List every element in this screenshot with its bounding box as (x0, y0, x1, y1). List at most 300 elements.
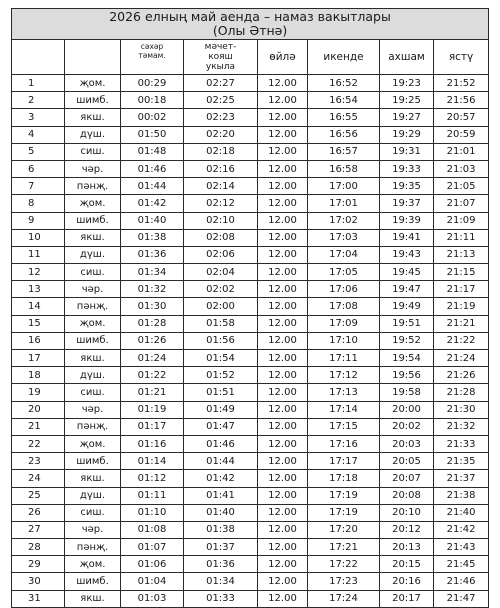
table-row (12, 195, 489, 212)
ikende-time-cell: 17:11 (308, 350, 380, 367)
yastu-time-cell: 21:13 (434, 246, 489, 263)
ahsham-time-cell: 20:07 (380, 470, 434, 487)
header-sahar (121, 40, 184, 75)
table-row (12, 453, 489, 470)
yastu-time-cell: 21:22 (434, 332, 489, 349)
day-number-cell: 5 (12, 143, 65, 160)
day-number-cell: 16 (12, 332, 65, 349)
day-number-cell: 18 (12, 367, 65, 384)
day-number-cell: 14 (12, 298, 65, 315)
day-number-cell: 27 (12, 521, 65, 538)
day-number-cell: 13 (12, 281, 65, 298)
weekday-cell: дүш. (65, 367, 121, 384)
sahar-time-cell: 00:29 (121, 75, 184, 92)
weekday-cell: пәнҗ. (65, 418, 121, 435)
yastu-time-cell: 21:38 (434, 487, 489, 504)
sahar-time-cell: 01:06 (121, 556, 184, 573)
oila-time-cell: 12.00 (258, 556, 308, 573)
sahar-time-cell: 00:18 (121, 92, 184, 109)
table-row (12, 435, 489, 452)
oila-time-cell: 12.00 (258, 418, 308, 435)
ikende-time-cell: 17:22 (308, 556, 380, 573)
table-row (12, 590, 489, 607)
day-number-cell: 23 (12, 453, 65, 470)
oila-time-cell: 12.00 (258, 92, 308, 109)
sahar-time-cell: 01:07 (121, 539, 184, 556)
sunrise-time-cell: 02:20 (184, 126, 258, 143)
table-title (12, 9, 489, 40)
yastu-time-cell: 21:17 (434, 281, 489, 298)
day-number-cell: 20 (12, 401, 65, 418)
ahsham-time-cell: 19:51 (380, 315, 434, 332)
weekday-cell: шимб. (65, 573, 121, 590)
day-number-cell: 7 (12, 178, 65, 195)
sahar-time-cell: 01:46 (121, 160, 184, 177)
oila-time-cell: 12.00 (258, 229, 308, 246)
ikende-time-cell: 17:23 (308, 573, 380, 590)
ikende-time-cell: 17:00 (308, 178, 380, 195)
ikende-time-cell: 17:06 (308, 281, 380, 298)
sunrise-time-cell: 02:02 (184, 281, 258, 298)
ahsham-time-cell: 20:15 (380, 556, 434, 573)
ahsham-time-cell: 20:10 (380, 504, 434, 521)
oila-time-cell: 12.00 (258, 160, 308, 177)
table-row (12, 573, 489, 590)
sahar-time-cell: 01:22 (121, 367, 184, 384)
oila-time-cell: 12.00 (258, 75, 308, 92)
oila-time-cell: 12.00 (258, 195, 308, 212)
sahar-time-cell: 00:02 (121, 109, 184, 126)
table-row (12, 315, 489, 332)
ahsham-time-cell: 19:49 (380, 298, 434, 315)
weekday-cell: җом. (65, 195, 121, 212)
table-row (12, 556, 489, 573)
sahar-time-cell: 01:34 (121, 264, 184, 281)
ikende-time-cell: 17:14 (308, 401, 380, 418)
day-number-cell: 17 (12, 350, 65, 367)
day-number-cell: 15 (12, 315, 65, 332)
ikende-time-cell: 17:04 (308, 246, 380, 263)
table-row (12, 92, 489, 109)
header-sunrise-line-1: мәчет- (204, 42, 237, 52)
ahsham-time-cell: 19:27 (380, 109, 434, 126)
day-number-cell: 11 (12, 246, 65, 263)
oila-time-cell: 12.00 (258, 367, 308, 384)
header-sahar-line-2: тәмам. (138, 51, 166, 60)
weekday-cell: чәр. (65, 160, 121, 177)
oila-time-cell: 12.00 (258, 435, 308, 452)
weekday-cell: сиш. (65, 504, 121, 521)
sahar-time-cell: 01:30 (121, 298, 184, 315)
day-number-cell: 29 (12, 556, 65, 573)
yastu-time-cell: 21:26 (434, 367, 489, 384)
ahsham-time-cell: 19:31 (380, 143, 434, 160)
ahsham-time-cell: 19:43 (380, 246, 434, 263)
weekday-cell: якш. (65, 350, 121, 367)
weekday-cell: җом. (65, 75, 121, 92)
oila-time-cell: 12.00 (258, 212, 308, 229)
oila-time-cell: 12.00 (258, 590, 308, 607)
header-row (12, 40, 489, 75)
oila-time-cell: 12.00 (258, 298, 308, 315)
ahsham-time-cell: 20:02 (380, 418, 434, 435)
day-number-cell: 4 (12, 126, 65, 143)
ahsham-time-cell: 19:35 (380, 178, 434, 195)
ahsham-time-cell: 20:05 (380, 453, 434, 470)
day-number-cell: 25 (12, 487, 65, 504)
oila-time-cell: 12.00 (258, 521, 308, 538)
sunrise-time-cell: 02:06 (184, 246, 258, 263)
yastu-time-cell: 21:52 (434, 75, 489, 92)
ikende-time-cell: 17:24 (308, 590, 380, 607)
ikende-time-cell: 17:19 (308, 504, 380, 521)
sahar-time-cell: 01:04 (121, 573, 184, 590)
day-number-cell: 28 (12, 539, 65, 556)
yastu-time-cell: 20:59 (434, 126, 489, 143)
yastu-time-cell: 21:37 (434, 470, 489, 487)
ahsham-time-cell: 20:08 (380, 487, 434, 504)
ikende-time-cell: 17:12 (308, 367, 380, 384)
sahar-time-cell: 01:50 (121, 126, 184, 143)
table-row (12, 401, 489, 418)
table-row (12, 470, 489, 487)
ahsham-time-cell: 19:56 (380, 367, 434, 384)
ikende-time-cell: 17:08 (308, 298, 380, 315)
ikende-time-cell: 16:54 (308, 92, 380, 109)
yastu-time-cell: 20:57 (434, 109, 489, 126)
ikende-time-cell: 17:01 (308, 195, 380, 212)
ikende-time-cell: 17:21 (308, 539, 380, 556)
yastu-time-cell: 21:33 (434, 435, 489, 452)
sunrise-time-cell: 02:10 (184, 212, 258, 229)
day-number-cell: 10 (12, 229, 65, 246)
ikende-time-cell: 16:58 (308, 160, 380, 177)
sahar-time-cell: 01:14 (121, 453, 184, 470)
ikende-time-cell: 17:15 (308, 418, 380, 435)
sunrise-time-cell: 02:16 (184, 160, 258, 177)
weekday-cell: чәр. (65, 521, 121, 538)
oila-time-cell: 12.00 (258, 350, 308, 367)
ikende-time-cell: 17:09 (308, 315, 380, 332)
oila-time-cell: 12.00 (258, 470, 308, 487)
weekday-cell: чәр. (65, 401, 121, 418)
sahar-time-cell: 01:03 (121, 590, 184, 607)
header-yastu: ястү (434, 40, 489, 75)
ikende-time-cell: 17:20 (308, 521, 380, 538)
ikende-time-cell: 17:17 (308, 453, 380, 470)
ikende-time-cell: 17:16 (308, 435, 380, 452)
table-row (12, 384, 489, 401)
sahar-time-cell: 01:48 (121, 143, 184, 160)
header-ahsham: ахшам (380, 40, 434, 75)
table-row (12, 75, 489, 92)
table-row (12, 212, 489, 229)
sahar-time-cell: 01:44 (121, 178, 184, 195)
sahar-time-cell: 01:12 (121, 470, 184, 487)
oila-time-cell: 12.00 (258, 573, 308, 590)
weekday-cell: шимб. (65, 92, 121, 109)
ikende-time-cell: 17:03 (308, 229, 380, 246)
oila-time-cell: 12.00 (258, 504, 308, 521)
header-weekday (65, 40, 121, 75)
sahar-time-cell: 01:17 (121, 418, 184, 435)
yastu-time-cell: 21:05 (434, 178, 489, 195)
table-row (12, 126, 489, 143)
ahsham-time-cell: 19:54 (380, 350, 434, 367)
sunrise-time-cell: 01:47 (184, 418, 258, 435)
oila-time-cell: 12.00 (258, 332, 308, 349)
oila-time-cell: 12.00 (258, 487, 308, 504)
header-sahar-line-1: сәхәр (140, 42, 164, 51)
oila-time-cell: 12.00 (258, 178, 308, 195)
header-sunrise-line-2: кояш (208, 52, 233, 62)
weekday-cell: сиш. (65, 143, 121, 160)
header-sunrise (184, 40, 258, 75)
sunrise-time-cell: 01:51 (184, 384, 258, 401)
sunrise-time-cell: 02:00 (184, 298, 258, 315)
header-number (12, 40, 65, 75)
ikende-time-cell: 17:19 (308, 487, 380, 504)
yastu-time-cell: 21:42 (434, 521, 489, 538)
day-number-cell: 6 (12, 160, 65, 177)
title-line-2: (Олы Әтнә) (212, 23, 288, 38)
yastu-time-cell: 21:40 (434, 504, 489, 521)
sahar-time-cell: 01:28 (121, 315, 184, 332)
ahsham-time-cell: 19:23 (380, 75, 434, 92)
header-ikende: икенде (308, 40, 380, 75)
yastu-time-cell: 21:46 (434, 573, 489, 590)
ahsham-time-cell: 20:03 (380, 435, 434, 452)
table-row (12, 367, 489, 384)
table-row (12, 109, 489, 126)
sunrise-time-cell: 02:04 (184, 264, 258, 281)
table-row (12, 246, 489, 263)
sahar-time-cell: 01:42 (121, 195, 184, 212)
sahar-time-cell: 01:32 (121, 281, 184, 298)
day-number-cell: 8 (12, 195, 65, 212)
yastu-time-cell: 21:01 (434, 143, 489, 160)
yastu-time-cell: 21:11 (434, 229, 489, 246)
table-row (12, 504, 489, 521)
weekday-cell: шимб. (65, 332, 121, 349)
yastu-time-cell: 21:15 (434, 264, 489, 281)
table-row (12, 332, 489, 349)
table-row (12, 264, 489, 281)
yastu-time-cell: 21:45 (434, 556, 489, 573)
weekday-cell: дүш. (65, 246, 121, 263)
sunrise-time-cell: 01:41 (184, 487, 258, 504)
weekday-cell: сиш. (65, 384, 121, 401)
ikende-time-cell: 16:55 (308, 109, 380, 126)
prayer-times-document (11, 8, 488, 605)
table-row (12, 487, 489, 504)
ahsham-time-cell: 19:52 (380, 332, 434, 349)
ahsham-time-cell: 19:45 (380, 264, 434, 281)
table-row (12, 143, 489, 160)
sahar-time-cell: 01:11 (121, 487, 184, 504)
ahsham-time-cell: 20:16 (380, 573, 434, 590)
sunrise-time-cell: 01:44 (184, 453, 258, 470)
yastu-time-cell: 21:28 (434, 384, 489, 401)
ahsham-time-cell: 20:12 (380, 521, 434, 538)
sunrise-time-cell: 01:52 (184, 367, 258, 384)
ahsham-time-cell: 20:00 (380, 401, 434, 418)
sunrise-time-cell: 01:38 (184, 521, 258, 538)
header-oila: өйлә (258, 40, 308, 75)
ikende-time-cell: 17:02 (308, 212, 380, 229)
sunrise-time-cell: 01:34 (184, 573, 258, 590)
day-number-cell: 24 (12, 470, 65, 487)
title-row (12, 9, 489, 40)
day-number-cell: 22 (12, 435, 65, 452)
ahsham-time-cell: 19:25 (380, 92, 434, 109)
table-row (12, 178, 489, 195)
weekday-cell: дүш. (65, 487, 121, 504)
sunrise-time-cell: 01:56 (184, 332, 258, 349)
sahar-time-cell: 01:21 (121, 384, 184, 401)
header-sunrise-line-3: укыла (205, 62, 236, 72)
weekday-cell: якш. (65, 470, 121, 487)
yastu-time-cell: 21:56 (434, 92, 489, 109)
sunrise-time-cell: 01:40 (184, 504, 258, 521)
yastu-time-cell: 21:24 (434, 350, 489, 367)
weekday-cell: пәнҗ. (65, 539, 121, 556)
yastu-time-cell: 21:35 (434, 453, 489, 470)
weekday-cell: җом. (65, 556, 121, 573)
weekday-cell: җом. (65, 315, 121, 332)
sahar-time-cell: 01:19 (121, 401, 184, 418)
table-row (12, 298, 489, 315)
yastu-time-cell: 21:30 (434, 401, 489, 418)
sunrise-time-cell: 01:46 (184, 435, 258, 452)
sunrise-time-cell: 02:25 (184, 92, 258, 109)
day-number-cell: 19 (12, 384, 65, 401)
ikende-time-cell: 17:13 (308, 384, 380, 401)
ahsham-time-cell: 19:58 (380, 384, 434, 401)
table-row (12, 521, 489, 538)
ikende-time-cell: 16:56 (308, 126, 380, 143)
oila-time-cell: 12.00 (258, 143, 308, 160)
weekday-cell: шимб. (65, 453, 121, 470)
day-number-cell: 26 (12, 504, 65, 521)
weekday-cell: пәнҗ. (65, 178, 121, 195)
ahsham-time-cell: 20:17 (380, 590, 434, 607)
sunrise-time-cell: 01:33 (184, 590, 258, 607)
yastu-time-cell: 21:09 (434, 212, 489, 229)
table-row (12, 418, 489, 435)
weekday-cell: якш. (65, 590, 121, 607)
sahar-time-cell: 01:24 (121, 350, 184, 367)
sunrise-time-cell: 02:23 (184, 109, 258, 126)
table-row (12, 281, 489, 298)
sahar-time-cell: 01:38 (121, 229, 184, 246)
table-body (12, 75, 489, 608)
ikende-time-cell: 17:05 (308, 264, 380, 281)
sunrise-time-cell: 01:42 (184, 470, 258, 487)
ahsham-time-cell: 20:13 (380, 539, 434, 556)
ikende-time-cell: 17:18 (308, 470, 380, 487)
day-number-cell: 9 (12, 212, 65, 229)
table-row (12, 229, 489, 246)
weekday-cell: пәнҗ. (65, 298, 121, 315)
sahar-time-cell: 01:08 (121, 521, 184, 538)
title-line-1: 2026 елның май аенда – намаз вакытлары (109, 9, 391, 24)
day-number-cell: 1 (12, 75, 65, 92)
prayer-times-table (11, 8, 489, 608)
day-number-cell: 30 (12, 573, 65, 590)
sunrise-time-cell: 02:27 (184, 75, 258, 92)
weekday-cell: дүш. (65, 126, 121, 143)
ahsham-time-cell: 19:37 (380, 195, 434, 212)
sunrise-time-cell: 02:08 (184, 229, 258, 246)
yastu-time-cell: 21:03 (434, 160, 489, 177)
ahsham-time-cell: 19:29 (380, 126, 434, 143)
weekday-cell: якш. (65, 229, 121, 246)
yastu-time-cell: 21:47 (434, 590, 489, 607)
day-number-cell: 31 (12, 590, 65, 607)
oila-time-cell: 12.00 (258, 539, 308, 556)
weekday-cell: чәр. (65, 281, 121, 298)
oila-time-cell: 12.00 (258, 401, 308, 418)
oila-time-cell: 12.00 (258, 126, 308, 143)
yastu-time-cell: 21:21 (434, 315, 489, 332)
ahsham-time-cell: 19:41 (380, 229, 434, 246)
table-row (12, 539, 489, 556)
oila-time-cell: 12.00 (258, 453, 308, 470)
ahsham-time-cell: 19:39 (380, 212, 434, 229)
sunrise-time-cell: 02:14 (184, 178, 258, 195)
day-number-cell: 12 (12, 264, 65, 281)
yastu-time-cell: 21:43 (434, 539, 489, 556)
sunrise-time-cell: 01:58 (184, 315, 258, 332)
oila-time-cell: 12.00 (258, 315, 308, 332)
weekday-cell: сиш. (65, 264, 121, 281)
sahar-time-cell: 01:36 (121, 246, 184, 263)
sunrise-time-cell: 02:18 (184, 143, 258, 160)
yastu-time-cell: 21:19 (434, 298, 489, 315)
oila-time-cell: 12.00 (258, 281, 308, 298)
day-number-cell: 21 (12, 418, 65, 435)
sahar-time-cell: 01:40 (121, 212, 184, 229)
sahar-time-cell: 01:16 (121, 435, 184, 452)
ahsham-time-cell: 19:47 (380, 281, 434, 298)
oila-time-cell: 12.00 (258, 109, 308, 126)
oila-time-cell: 12.00 (258, 264, 308, 281)
ikende-time-cell: 16:52 (308, 75, 380, 92)
oila-time-cell: 12.00 (258, 246, 308, 263)
oila-time-cell: 12.00 (258, 384, 308, 401)
sahar-time-cell: 01:10 (121, 504, 184, 521)
ahsham-time-cell: 19:33 (380, 160, 434, 177)
day-number-cell: 3 (12, 109, 65, 126)
day-number-cell: 2 (12, 92, 65, 109)
sunrise-time-cell: 01:54 (184, 350, 258, 367)
table-row (12, 350, 489, 367)
ikende-time-cell: 17:10 (308, 332, 380, 349)
sunrise-time-cell: 01:37 (184, 539, 258, 556)
yastu-time-cell: 21:07 (434, 195, 489, 212)
ikende-time-cell: 16:57 (308, 143, 380, 160)
weekday-cell: якш. (65, 109, 121, 126)
sunrise-time-cell: 01:36 (184, 556, 258, 573)
table-row (12, 160, 489, 177)
weekday-cell: җом. (65, 435, 121, 452)
sunrise-time-cell: 01:49 (184, 401, 258, 418)
weekday-cell: шимб. (65, 212, 121, 229)
yastu-time-cell: 21:32 (434, 418, 489, 435)
sahar-time-cell: 01:26 (121, 332, 184, 349)
sunrise-time-cell: 02:12 (184, 195, 258, 212)
